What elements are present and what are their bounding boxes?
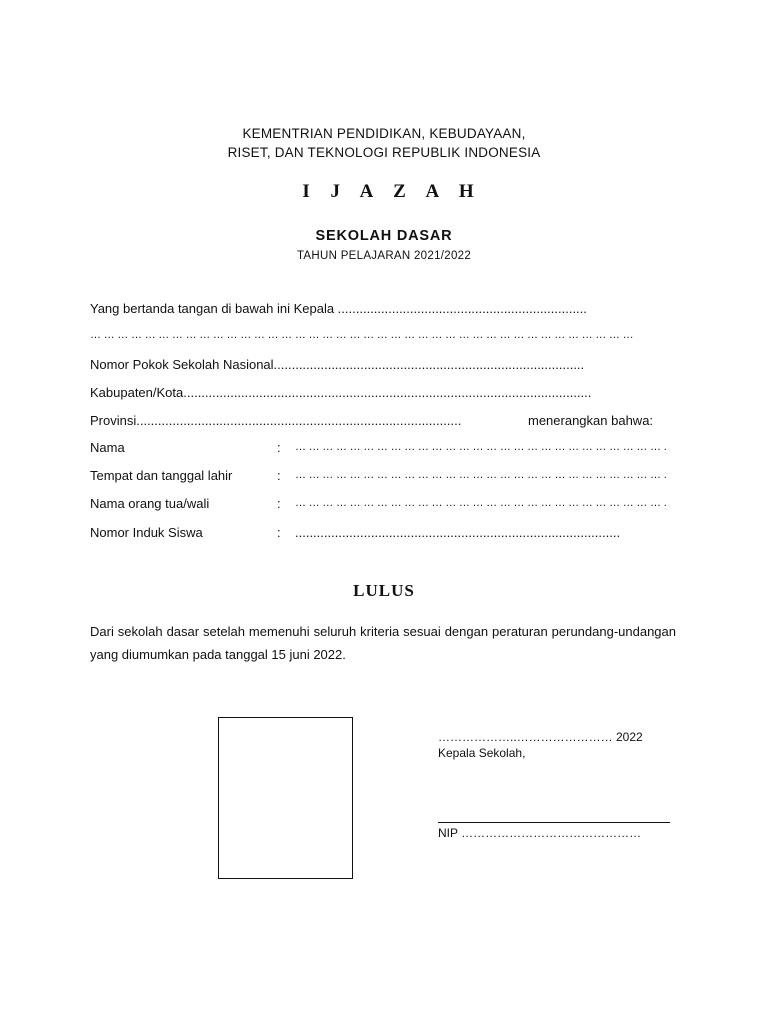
- menerangkan-text: menerangkan bahwa:: [528, 413, 654, 428]
- result-status: LULUS: [353, 581, 415, 600]
- provinsi-line: Provinsi..........................................................................................: [90, 413, 462, 428]
- intro-headmaster-line: Yang bertanda tangan di bawah ini Kepala .....................................................................: [90, 301, 587, 316]
- field-colon: :: [277, 468, 281, 483]
- field-colon: :: [277, 525, 281, 540]
- field-label: Nomor Induk Siswa: [90, 525, 203, 540]
- field-label: Nama orang tua/wali: [90, 496, 210, 511]
- field-colon: :: [277, 440, 281, 455]
- signature-role: Kepala Sekolah,: [438, 746, 526, 760]
- field-colon: :: [277, 496, 281, 511]
- npsn-line: Nomor Pokok Sekolah Nasional......................................................................................: [90, 357, 585, 372]
- field-value: … … … … … … … … … … … … … … … … … … … … … … … … … … … .: [295, 469, 667, 481]
- nip-line: NIP ………………………………………: [438, 826, 642, 840]
- field-value: … … … … … … … … … … … … … … … … … … … … … … … … … … … .: [295, 441, 667, 453]
- field-label: Tempat dan tanggal lahir: [90, 468, 233, 483]
- field-label: Nama: [90, 440, 125, 455]
- result-statement: Dari sekolah dasar setelah memenuhi seluruh kriteria sesuai dengan peraturan perundang-undangan yang diumumkan pada tanggal 15 juni 2022.: [90, 624, 676, 662]
- signature-place-date: ………………..…………………… 2022: [438, 730, 643, 744]
- school-level: SEKOLAH DASAR: [315, 228, 453, 244]
- ministry-line-2: RISET, DAN TEKNOLOGI REPUBLIK INDONESIA: [227, 145, 541, 160]
- field-value: … … … … … … … … … … … … … … … … … … … … … … … … … … … .: [295, 497, 667, 509]
- photo-placeholder-box: [218, 717, 353, 879]
- kabupaten-line: Kabupaten/Kota.................................................................................................................: [90, 385, 592, 400]
- academic-year: TAHUN PELAJARAN 2021/2022: [296, 250, 472, 262]
- signature-line: [438, 822, 670, 823]
- intro-dotted-line: … … … … … … … … … … … … … … … … … … … … … … … … … … … … … … … … … … … … … … … …: [90, 329, 634, 341]
- certificate-title: I J A Z A H: [302, 181, 482, 202]
- field-value: ..........................................................................................: [295, 525, 621, 540]
- ministry-line-1: KEMENTRIAN PENDIDIKAN, KEBUDAYAAN,: [242, 126, 526, 141]
